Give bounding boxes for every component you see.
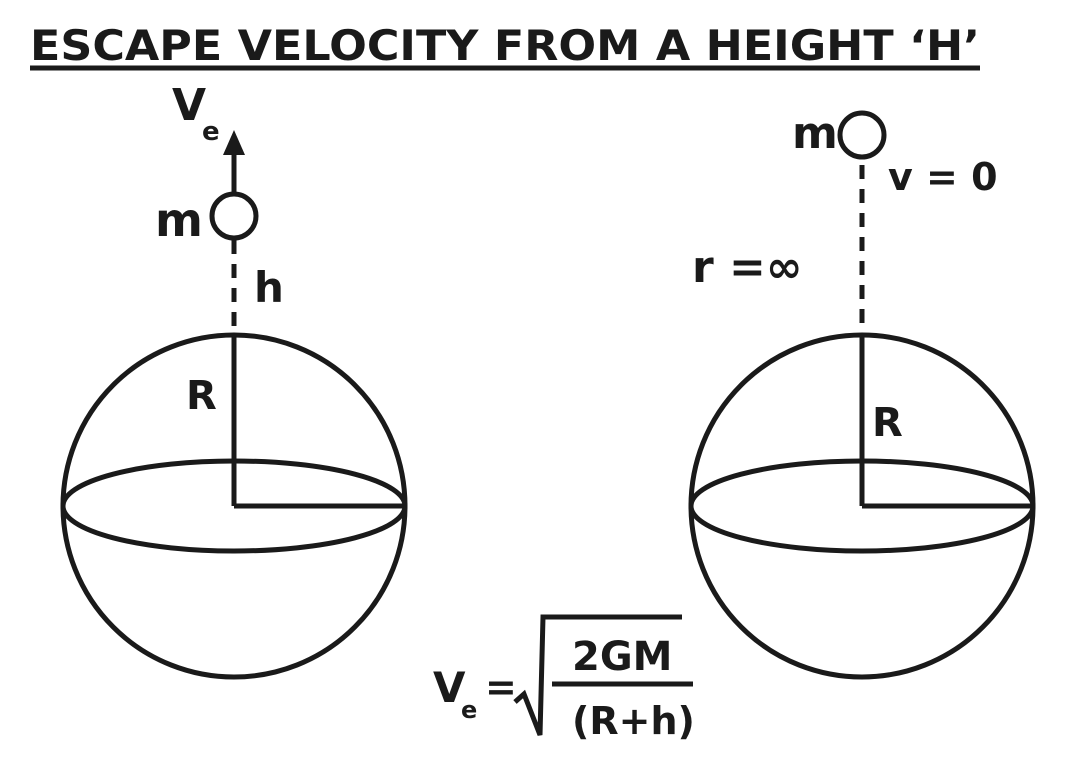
formula-lhs: V <box>433 663 466 712</box>
left-mass-circle <box>212 194 256 238</box>
right-radius-label: R <box>872 400 903 446</box>
left-height-label: h <box>254 263 284 312</box>
left-velocity-label: V <box>172 80 207 131</box>
left-radius-label: R <box>186 373 217 419</box>
page-title: ESCAPE VELOCITY FROM A HEIGHT ‘H’ <box>30 21 980 70</box>
right-distance-label: r =∞ <box>692 242 803 293</box>
left-velocity-arrow-head <box>223 130 245 155</box>
formula-numerator: 2GM <box>572 634 673 680</box>
left-velocity-subscript: e <box>202 117 220 147</box>
right-velocity-label: v = 0 <box>888 155 998 199</box>
formula-denominator: (R+h) <box>572 699 695 743</box>
formula-lhs-subscript: e <box>461 696 478 724</box>
left-mass-label: m <box>155 193 203 247</box>
right-mass-label: m <box>792 108 838 159</box>
formula-equals: = <box>485 665 517 709</box>
right-diagram <box>691 108 1033 677</box>
escape-velocity-formula <box>433 617 695 743</box>
right-mass-circle <box>840 113 884 157</box>
left-diagram <box>63 80 405 677</box>
